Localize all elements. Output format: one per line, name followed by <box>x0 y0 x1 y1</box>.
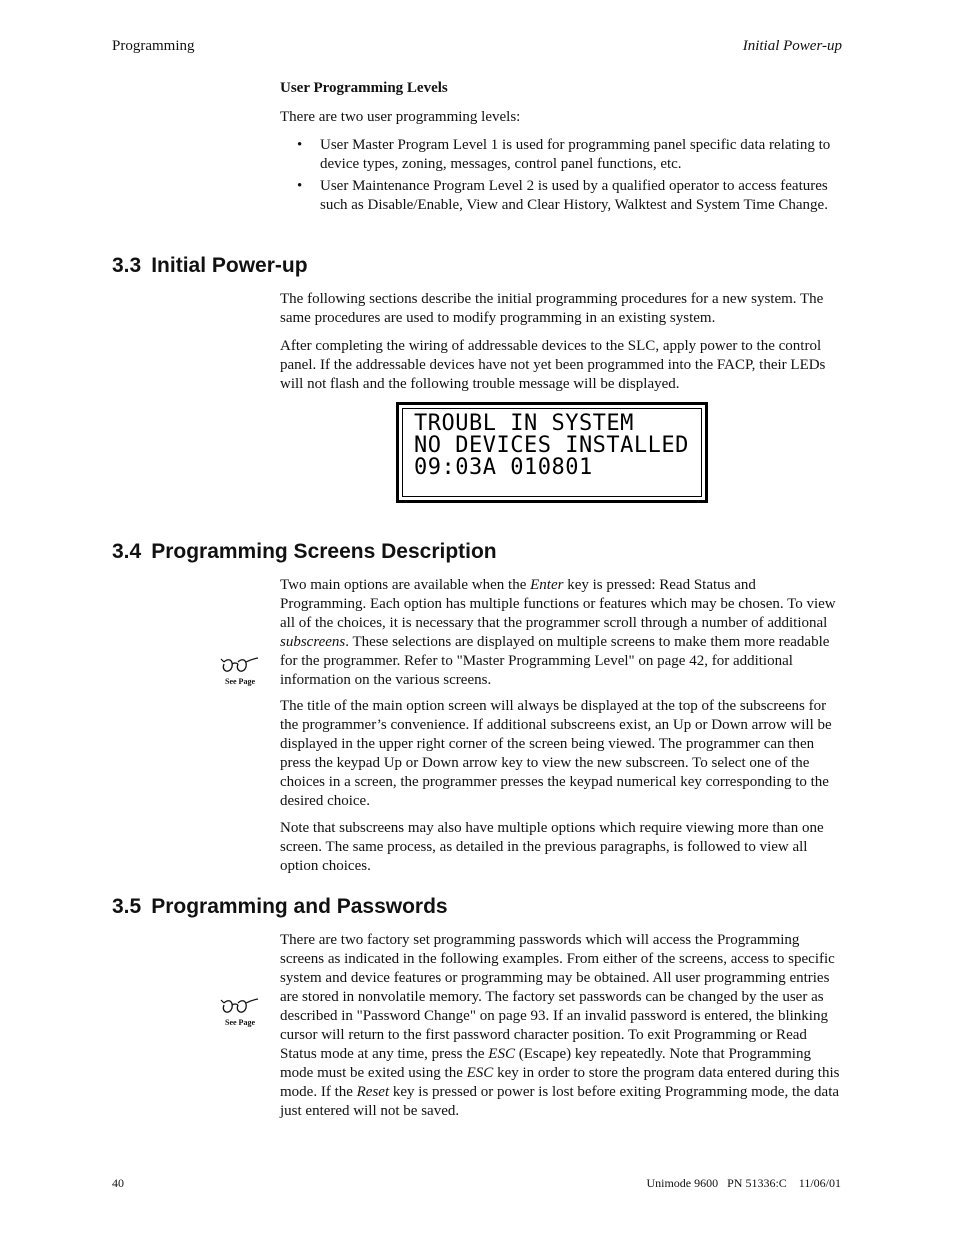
bullet-icon: • <box>297 137 303 153</box>
eyeglasses-icon <box>220 997 260 1017</box>
list-item <box>280 136 842 174</box>
text-run: . These selections are displayed on multiple screens to make them more readable for the programmer. Refer to "Master Programming Level" on page 42, for additional information on the various screens. <box>280 634 830 688</box>
section-3-4-paragraph-3: Note that subscreens may also have multiple options which require viewing more than one screen. The same process, as detailed in the previous paragraphs, is followed to view all option choices. <box>280 820 824 874</box>
text-run: (Escape) key repeatedly. Note that Programming mode must be exited using the <box>280 1046 811 1081</box>
see-page-marker <box>220 656 260 686</box>
see-page-label: See Page <box>225 1018 255 1027</box>
lcd-display <box>396 402 708 503</box>
reset-key-term: Reset <box>356 1084 390 1100</box>
lcd-line-1: TROUBL IN SYSTEM <box>414 411 634 436</box>
section-title: Programming and Passwords <box>151 895 448 918</box>
bullet-icon: • <box>297 178 303 194</box>
eyeglasses-icon <box>220 656 260 676</box>
section-title: Initial Power-up <box>151 254 308 277</box>
section-number: 3.5 <box>112 895 142 918</box>
running-header-right: Initial Power-up <box>742 38 842 54</box>
section-3-4-paragraph-1 <box>280 576 842 690</box>
subscreens-term: subscreens <box>280 634 346 650</box>
text-run: key is pressed or power is lost before exiting Programming mode, the data just entered will not be saved. <box>280 1084 840 1119</box>
enter-key-term: Enter <box>530 577 564 593</box>
section-number: 3.4 <box>112 540 142 563</box>
text-run: There are two factory set programming passwords which will access the Programming screens as indicated in the following examples. From either of the screens, access to specific system and device features or programming may be obtained. All user programming entries are stored in nonvolatile memory. The factory set passwords can be changed by the user as described in "Password Change" on page 93. If an invalid password is entered, the blinking cursor will return to the first password character position. To exit Programming or Read Status mode at any time, press the <box>280 932 835 1062</box>
lcd-line-2: NO DEVICES INSTALLED <box>414 433 689 458</box>
page-number: 40 <box>112 1176 124 1190</box>
lcd-line-3: 09:03A 010801 <box>414 455 593 480</box>
see-page-label: See Page <box>225 677 255 686</box>
running-header-left: Programming <box>112 38 195 54</box>
section-3-3-heading <box>112 254 308 278</box>
text-run: key is pressed: Read Status and Programming. Each option has multiple functions or features which may be chosen. To view all of the choices, it is necessary that the programmer scroll through a number of additional <box>280 577 836 631</box>
text-run: key in order to store the program data entered during this mode. If the <box>280 1065 840 1100</box>
document-id: Unimode 9600 PN 51336:C 11/06/01 <box>646 1176 841 1190</box>
section-3-5-heading <box>112 895 448 919</box>
section-3-4-heading <box>112 540 497 564</box>
bullet-text: User Master Program Level 1 is used for programming panel specific data relating to device types, zoning, messages, control panel functions, etc. <box>320 137 831 172</box>
esc-key-term: ESC <box>466 1065 494 1081</box>
section-title: Programming Screens Description <box>151 540 497 563</box>
text-run: Two main options are available when the <box>280 577 531 593</box>
bullet-text: User Maintenance Program Level 2 is used by a qualified operator to access features such as Disable/Enable, View and Clear History, Walktest and System Time Change. <box>320 178 828 213</box>
user-levels-heading: User Programming Levels <box>280 80 448 96</box>
section-3-3-paragraph-1: The following sections describe the initial programming procedures for a new system. The same procedures are used to modify programming in an existing system. <box>280 291 824 326</box>
list-item <box>280 177 842 215</box>
user-levels-list <box>280 136 842 218</box>
see-page-marker <box>220 997 260 1027</box>
section-number: 3.3 <box>112 254 142 277</box>
user-levels-intro: There are two user programming levels: <box>280 109 521 125</box>
section-3-4-paragraph-2: The title of the main option screen will always be displayed at the top of the subscreens for the programmer’s convenience. If additional subscreens exist, an Up or Down arrow will be displayed in the upper right corner of the screen being viewed. The programmer can then press the keypad Up or Down arrow key to view the new subscreen. To select one of the choices in a screen, the programmer presses the keypad numerical key corresponding to the desired choice. <box>280 698 832 809</box>
section-3-5-paragraph-1 <box>280 931 842 1121</box>
section-3-3-paragraph-2: After completing the wiring of addressable devices to the SLC, apply power to the control panel. If the addressable devices have not yet been programmed into the FACP, their LEDs will not flash and the following trouble message will be displayed. <box>280 338 826 392</box>
esc-key-term: ESC <box>488 1046 515 1062</box>
